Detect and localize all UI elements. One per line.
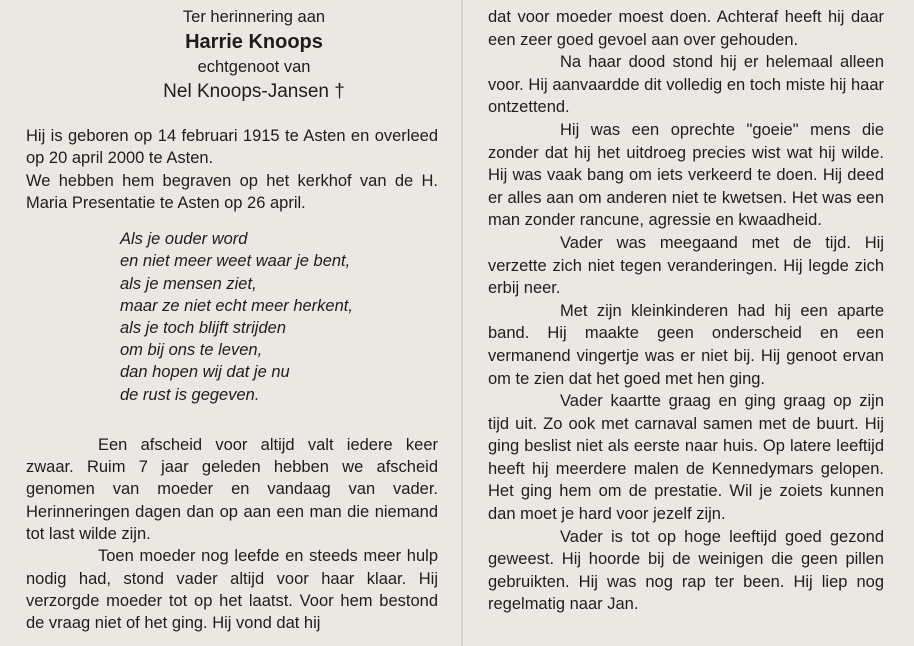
poem-line: maar ze niet echt meer herkent, [120,296,353,315]
alone-paragraph: Na haar dood stond hij er helemaal alleen voor. Hij aanvaardde dit volledig en toch miste hij haar ontzettend. [488,53,884,117]
spouse-name: Nel Knoops-Jansen † [163,81,345,102]
health-paragraph: Vader is tot op hoge leeftijd goed gezond geweest. Hij hoorde bij de weinigen die geen pillen gebruikten. Hij was nog rap ter been. Hij liep nog regelmatig naar Jan. [488,527,884,614]
right-page [466,0,914,646]
poem-line: de rust is gegeven. [120,385,260,404]
poem-line: om bij ons te leven, [120,341,263,360]
cards-paragraph: Vader kaartte graag en ging graag op zijn tijd uit. Zo ook met carnaval samen met de buurt. Hij ging beslist niet als eerste naar huis. Op latere leeftijd heeft hij meerdere malen de Kennedymars gelopen. Het ging hem om de prestatie. Wil je zoiets kunnen dan moet je hard voor jezelf zijn. [488,392,884,524]
poem-line: en niet meer weet waar je bent, [120,252,351,271]
poem [120,228,438,406]
farewell-paragraph: Een afscheid voor altijd valt iedere keer zwaar. Ruim 7 jaar geleden hebben we afscheid genomen van moeder en vandaag van vader. Herinneringen dagen dan op aan een man die niemand tot last wilde zijn. [26,435,438,543]
poem-line: als je mensen ziet, [120,274,257,293]
header-relation: echtgenoot van [197,58,311,76]
continuation-paragraph: dat voor moeder moest doen. Achteraf heeft hij daar een zeer goed gevoel aan over gehouden. [488,8,884,49]
poem-line: dan hopen wij dat je nu [120,363,290,382]
poem-line: Als je ouder word [120,230,248,249]
grandchildren-paragraph: Met zijn kleinkinderen had hij een aparte band. Hij maakte geen onderscheid en een vermanend vingertje was er niet bij. Hij genoot ervan om te zien dat het goed met hen ging. [488,301,884,388]
burial-paragraph: We hebben hem begraven op het kerkhof van de H. Maria Presentatie te Asten op 26 april. [26,171,438,212]
birth-death-paragraph: Hij is geboren op 14 februari 1915 te Asten en overleed op 20 april 2000 te Asten. [26,127,438,168]
poem-line: als je toch blijft strijden [120,319,286,337]
header-intro: Ter herinnering aan [182,8,326,26]
card-header [100,6,408,105]
time-paragraph: Vader was meegaand met de tijd. Hij verzette zich niet tegen veranderingen. Hij legde zich erbij neer. [488,233,884,298]
center-fold [461,0,463,646]
goeie-paragraph: Hij was een oprechte "goeie" mens die zonder dat hij het uitdroeg precies wist wat hij wilde. Hij was vaak bang om iets verkeerd te doen. Hij deed er alles aan om anderen niet te kwetsen. Het was een man zonder rancune, agressie en kwaadheid. [488,120,884,230]
deceased-name: Harrie Knoops [185,31,323,53]
mother-care-paragraph: Toen moeder nog leefde en steeds meer hulp nodig had, stond vader altijd voor haar klaar. Hij verzorgde moeder tot op het laatst. Voor hem bestond de vraag niet of het ging. Hij vond dat hij [26,547,438,633]
